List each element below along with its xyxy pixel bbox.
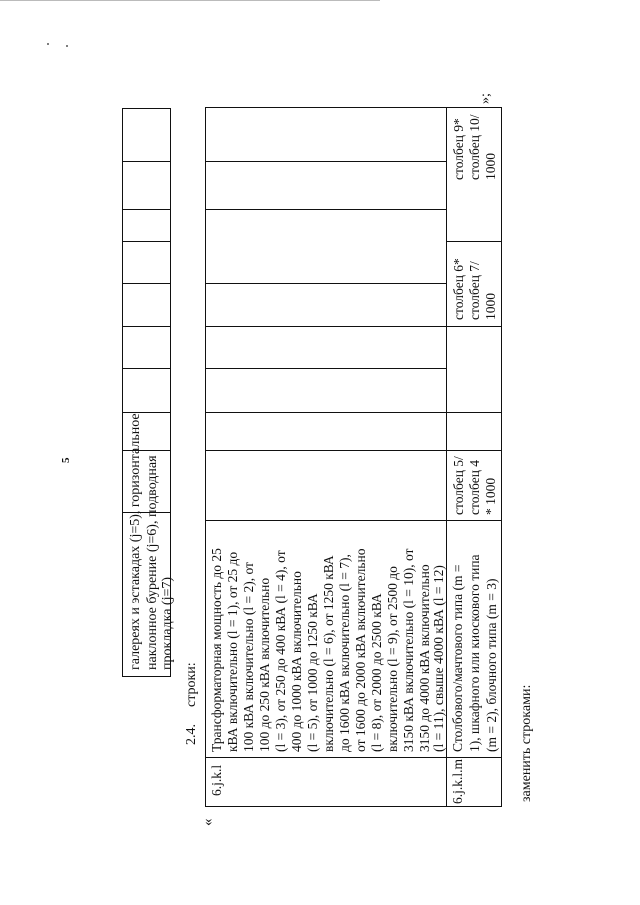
formula-cell-line: столбец 6* (451, 258, 466, 320)
row-code: 6.j.k.l.m (450, 758, 465, 804)
scan-speck (47, 43, 49, 45)
page-number: 5 (60, 457, 72, 463)
section-number: 2.4. (184, 724, 199, 745)
row-description-line: (l = 11), свыше 4000 кВА (l = 12) (431, 565, 446, 752)
row-description-line: кВА включительно (l = 1), от 25 до (225, 551, 240, 752)
scan-top-edge (0, 0, 380, 1)
row-code: 6.j.k.l (209, 764, 224, 796)
replace-instruction: заменить строками: (519, 684, 534, 802)
formula-cell-line: * 1000 (483, 477, 498, 515)
row-description-line: 400 до 1000 кВА включительно (289, 571, 304, 752)
prev-row-line: галереях и эстакадах (j=5), горизонтальное (128, 413, 143, 670)
formula-cell-line: столбец 7/ (467, 261, 482, 320)
scan-speck (66, 45, 68, 47)
row-description-line: 100 кВА включительно (l = 2), от (241, 562, 256, 752)
row-description-line: включительно (l = 9), от 2500 до (385, 566, 400, 752)
row-description-line: включительно (l = 6), от 1250 кВА (321, 555, 336, 752)
section-label: строки: (184, 662, 199, 707)
close-quote: »; (478, 93, 493, 104)
row-description-line: (l = 5), от 1000 до 1250 кВА (305, 593, 320, 752)
row-description-line: (l = 3), от 250 до 400 кВА (l = 4), от (273, 550, 288, 752)
row-description-line: 3150 кВА включительно (l = 10), от (401, 548, 416, 752)
row-description-line: (m = 2), блочного типа (m = 3) (484, 578, 499, 752)
row-description-line: 1), шкафного или киоскового типа (467, 554, 482, 752)
prev-row-line: прокладка (j=7) (160, 576, 175, 670)
row-description-line: 3150 до 4000 кВА включительно (417, 564, 432, 752)
formula-cell-line: столбец 10/ (467, 114, 482, 180)
formula-cell-line: столбец 4 (467, 459, 482, 515)
row-description-line: Трансформаторная мощность до 25 (209, 548, 224, 752)
row-description-line: до 1600 кВА включительно (l = 7), (337, 554, 352, 752)
formula-cell-line: столбец 5/ (451, 456, 466, 515)
formula-cell-line: столбец 9* (451, 118, 466, 180)
open-quote: « (200, 818, 216, 826)
row-description-line: (l = 8), от 2000 до 2500 кВА (369, 593, 384, 752)
formula-cell-line: 1000 (483, 153, 498, 180)
row-description-line: 100 до 250 кВА включительно (257, 577, 272, 752)
row-description-line: Столбового/мачтового типа (m = (450, 564, 465, 752)
formula-cell-line: 1000 (483, 293, 498, 320)
row-description-line: от 1600 до 2000 кВА включительно (353, 548, 368, 752)
prev-row-line: наклонное бурение (j=6), подводная (145, 455, 160, 670)
